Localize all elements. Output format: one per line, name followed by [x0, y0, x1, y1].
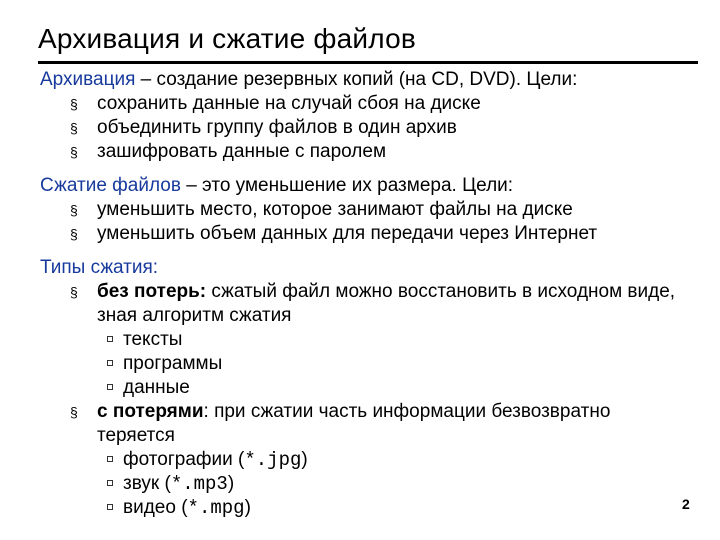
square-bullet-icon: §: [70, 404, 78, 420]
list-item: [97, 496, 680, 520]
hollow-square-bullet-icon: [107, 360, 113, 366]
archiving-goals-list: [40, 92, 680, 164]
example-label: звук (: [123, 473, 171, 494]
list-item: [97, 472, 680, 496]
lossy-text: : при сжатии часть информации безвозвратно теряется: [97, 401, 611, 446]
example-close: ): [227, 473, 235, 494]
compression-types-section: [40, 256, 680, 520]
list-item: [40, 116, 680, 140]
list-item: [40, 198, 680, 222]
file-extension: *.mpg: [187, 497, 245, 519]
lossless-item: [40, 280, 680, 400]
list-item: [40, 222, 680, 246]
list-item: [97, 352, 680, 376]
list-item: [40, 92, 680, 116]
list-item: [40, 140, 680, 164]
square-bullet-icon: §: [70, 226, 78, 242]
lossy-examples-list: [97, 448, 680, 520]
file-extension: *.mp3: [170, 473, 228, 495]
list-item-text: зашифровать данные с паролем: [97, 141, 387, 162]
example-close: ): [244, 497, 251, 518]
title-underline: [38, 61, 698, 64]
list-item-text: тексты: [123, 329, 183, 350]
hollow-square-bullet-icon: [107, 504, 113, 510]
slide-content: [40, 68, 680, 520]
lossy-item: [40, 400, 680, 520]
list-item-text: объединить группу файлов в один архив: [97, 117, 457, 138]
hollow-square-bullet-icon: [107, 336, 113, 342]
hollow-square-bullet-icon: [107, 480, 113, 486]
archiving-section: [40, 68, 680, 164]
lossless-term: без потерь:: [97, 281, 207, 302]
list-item: [97, 328, 680, 352]
list-item-text: уменьшить место, которое занимают файлы на диске: [97, 199, 573, 220]
example-label: фотографии (: [123, 449, 245, 470]
lossy-term: с потерями: [97, 401, 204, 422]
list-item-text: уменьшить объем данных для передачи через Интернет: [97, 223, 598, 244]
example-close: ): [301, 449, 308, 470]
archiving-definition-text: – создание резервных копий (на CD, DVD). Цели:: [135, 69, 578, 90]
list-item: [97, 376, 680, 400]
square-bullet-icon: §: [70, 144, 78, 160]
hollow-square-bullet-icon: [107, 384, 113, 390]
lossless-text: сжатый файл можно восстановить в исходном виде, зная алгоритм сжатия: [97, 281, 676, 326]
compression-term: Сжатие файлов: [40, 175, 181, 196]
example-label: видео (: [123, 497, 188, 518]
hollow-square-bullet-icon: [107, 456, 113, 462]
file-extension: *.jpg: [244, 449, 302, 471]
list-item-text: программы: [123, 353, 223, 374]
lossless-examples-list: [97, 328, 680, 400]
page-number: 2: [682, 496, 690, 512]
archiving-term: Архивация: [40, 69, 136, 90]
square-bullet-icon: §: [70, 96, 78, 112]
list-item: [97, 448, 680, 472]
slide-title: Архивация и сжатие файлов: [38, 23, 416, 54]
square-bullet-icon: §: [70, 202, 78, 218]
square-bullet-icon: §: [70, 120, 78, 136]
compression-definition: [40, 174, 680, 198]
compression-goals-list: [40, 198, 680, 246]
archiving-definition: [40, 68, 680, 92]
list-item-text: данные: [123, 377, 190, 398]
compression-definition-text: – это уменьшение их размера. Цели:: [180, 175, 514, 196]
square-bullet-icon: §: [70, 284, 78, 300]
compression-section: [40, 174, 680, 246]
compression-types-heading: Типы сжатия:: [40, 257, 159, 278]
list-item-text: сохранить данные на случай сбоя на диске: [97, 93, 481, 114]
compression-types-list: [40, 280, 680, 520]
